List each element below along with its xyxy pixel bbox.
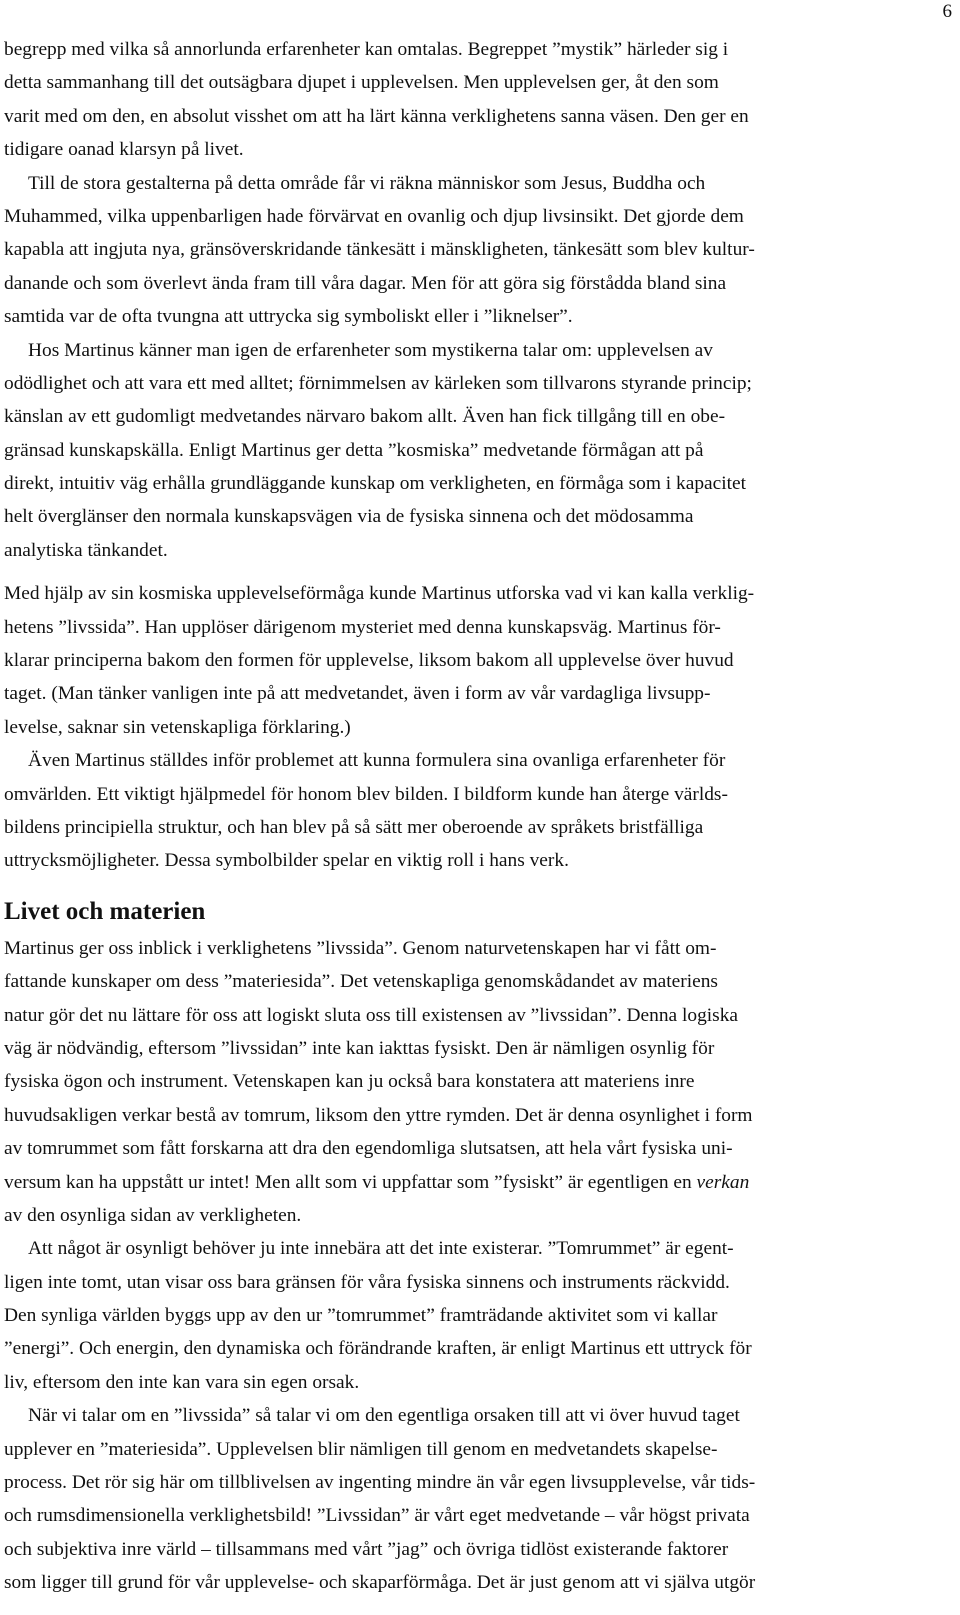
paragraph-1 (4, 33, 950, 167)
paragraph-gap (4, 567, 950, 577)
text-line: och subjektiva inre värld – tillsammans med vårt ”jag” och övriga tidlöst existerande faktorer (4, 1538, 729, 1560)
text-line: Muhammed, vilka uppenbarligen hade förvärvat en ovanlig och djup livsinsikt. Det gjorde dem (4, 205, 744, 227)
text-line: väg är nödvändig, eftersom ”livssidan” inte kan iakttas fysiskt. Den är nämligen osynlig för (4, 1037, 715, 1059)
text-line: natur gör det nu lättare för oss att logiskt sluta oss till existensen av ”livssidan”. Denna logiska (4, 1004, 739, 1026)
text-line: Den synliga världen byggs upp av den ur ”tomrummet” framträdande aktivitet som vi kallar (4, 1305, 718, 1327)
text-line: helt överglänser den normala kunskapsvägen via de fysiska sinnena och det mödosamma (4, 506, 694, 528)
text-line: Till de stora gestalterna på detta område får vi räkna människor som Jesus, Buddha och (28, 172, 706, 194)
text-line: upplever en ”materiesida”. Upplevelsen blir nämligen till genom en medvetandets skapelse- (4, 1438, 718, 1460)
text-line: detta sammanhang till det outsägbara djupet i upplevelsen. Men upplevelsen ger, åt den som (4, 72, 719, 94)
text-line: klarar principerna bakom den formen för upplevelse, liksom bakom all upplevelse över huvud (4, 650, 734, 672)
text-line: ligen inte tomt, utan visar oss bara gränsen för våra fysiska sinnens och instruments räckvidd. (4, 1271, 730, 1293)
paragraph-4 (4, 577, 950, 744)
text-line: hetens ”livssida”. Han upplöser därigenom mysteriet med denna kunskapsväg. Martinus för- (4, 616, 721, 638)
text-line: analytiska tänkandet. (4, 539, 168, 561)
text-line: uttrycksmöjligheter. Dessa symbolbilder spelar en viktig roll i hans verk. (4, 850, 569, 872)
text-line: Att något är osynligt behöver ju inte innebära att det inte existerar. ”Tomrummet” är egent- (28, 1238, 734, 1260)
paragraph-5 (4, 744, 950, 878)
italic-word: verkan (696, 1171, 750, 1193)
text-line: av tomrummet som fått forskarna att dra den egendomliga slutsatsen, att hela vårt fysiska uni- (4, 1138, 733, 1160)
text-line: begrepp med vilka så annorlunda erfarenheter kan omtalas. Begreppet ”mystik” härleder sig i (4, 39, 729, 60)
text-line: danande och som överlevt ända fram till våra dagar. Men för att göra sig förstådda bland sina (4, 272, 727, 294)
text-line: samtida var de ofta tvungna att uttrycka sig symboliskt eller i ”liknelser”. (4, 306, 573, 328)
section-paragraph-1 (4, 932, 950, 1233)
paragraph-3 (4, 334, 950, 568)
page-content (4, 33, 950, 1600)
text-line: Även Martinus ställdes inför problemet att kunna formulera sina ovanliga erfarenheter för (28, 750, 726, 772)
text-line: och rumsdimensionella verklighetsbild! ”Livssidan” är vårt eget medvetande – vår högst privata (4, 1505, 750, 1527)
text-segment: versum kan ha uppstått ur intet! Men allt som vi uppfattar som ”fysiskt” är egentligen en (4, 1171, 697, 1193)
page-number: 6 (942, 1, 952, 22)
text-line: När vi talar om en ”livssida” så talar vi om den egentliga orsaken till att vi över huvud taget (28, 1405, 740, 1427)
text-line: direkt, intuitiv väg erhålla grundläggande kunskap om verkligheten, en förmåga som i kapacitet (4, 473, 747, 495)
text-line: fattande kunskaper om dess ”materiesida”. Det vetenskapliga genomskådandet av materiens (4, 971, 718, 993)
text-line-with-italic (4, 1166, 950, 1199)
text-line: varit med om den, en absolut visshet om att ha lärt känna verklighetens sanna väsen. Den ger en (4, 105, 749, 127)
text-line: tidigare oanad klarsyn på livet. (4, 139, 244, 161)
text-line: känslan av ett gudomligt medvetandes närvaro bakom allt. Även han fick tillgång till en obe- (4, 406, 726, 428)
text-line: omvärlden. Ett viktigt hjälpmedel för honom blev bilden. I bildform kunde han återge världs- (4, 783, 728, 805)
text-line: levelse, saknar sin vetenskapliga förklaring.) (4, 716, 351, 738)
paragraph-2 (4, 167, 950, 334)
text-line: taget. (Man tänker vanligen inte på att medvetandet, även i form av vår vardagliga livsupp- (4, 683, 711, 705)
section-heading: Livet och materien (4, 897, 206, 925)
text-line: process. Det rör sig här om tillblivelsen av ingenting mindre än vår egen livsupplevelse, vår tids- (4, 1472, 756, 1494)
text-line: kapabla att ingjuta nya, gränsöverskridande tänkesätt i mänskligheten, tänkesätt som blev kultur- (4, 239, 755, 261)
text-line: bildens principiella struktur, och han blev på så sätt mer oberoende av språkets bristfälliga (4, 816, 704, 838)
section-paragraph-2 (4, 1232, 950, 1399)
text-line: liv, eftersom den inte kan vara sin egen orsak. (4, 1371, 360, 1393)
section-paragraph-3 (4, 1399, 950, 1599)
text-line: ”energi”. Och energin, den dynamiska och förändrande kraften, är enligt Martinus ett uttryck för (4, 1338, 752, 1360)
text-line: Hos Martinus känner man igen de erfarenheter som mystikerna talar om: upplevelsen av (28, 339, 713, 361)
text-line: av den osynliga sidan av verkligheten. (4, 1204, 302, 1226)
text-line: gränsad kunskapskälla. Enligt Martinus ger detta ”kosmiska” medvetande förmågan att på (4, 439, 704, 461)
text-line: odödlighet och att vara ett med alltet; förnimmelsen av kärleken som tillvarons styrande princip; (4, 372, 752, 394)
text-line: Med hjälp av sin kosmiska upplevelseförmåga kunde Martinus utforska vad vi kan kalla verklig- (4, 583, 755, 605)
text-line: huvudsakligen verkar bestå av tomrum, liksom den yttre rymden. Det är denna osynlighet i form (4, 1104, 753, 1126)
text-line: som ligger till grund för vår upplevelse- och skaparförmåga. Det är just genom att vi själva utgör (4, 1572, 756, 1594)
text-line: Martinus ger oss inblick i verklighetens ”livssida”. Genom naturvetenskapen har vi fått om- (4, 937, 717, 959)
section-gap (4, 878, 950, 892)
text-line: fysiska ögon och instrument. Vetenskapen kan ju också bara konstatera att materiens inre (4, 1071, 695, 1093)
